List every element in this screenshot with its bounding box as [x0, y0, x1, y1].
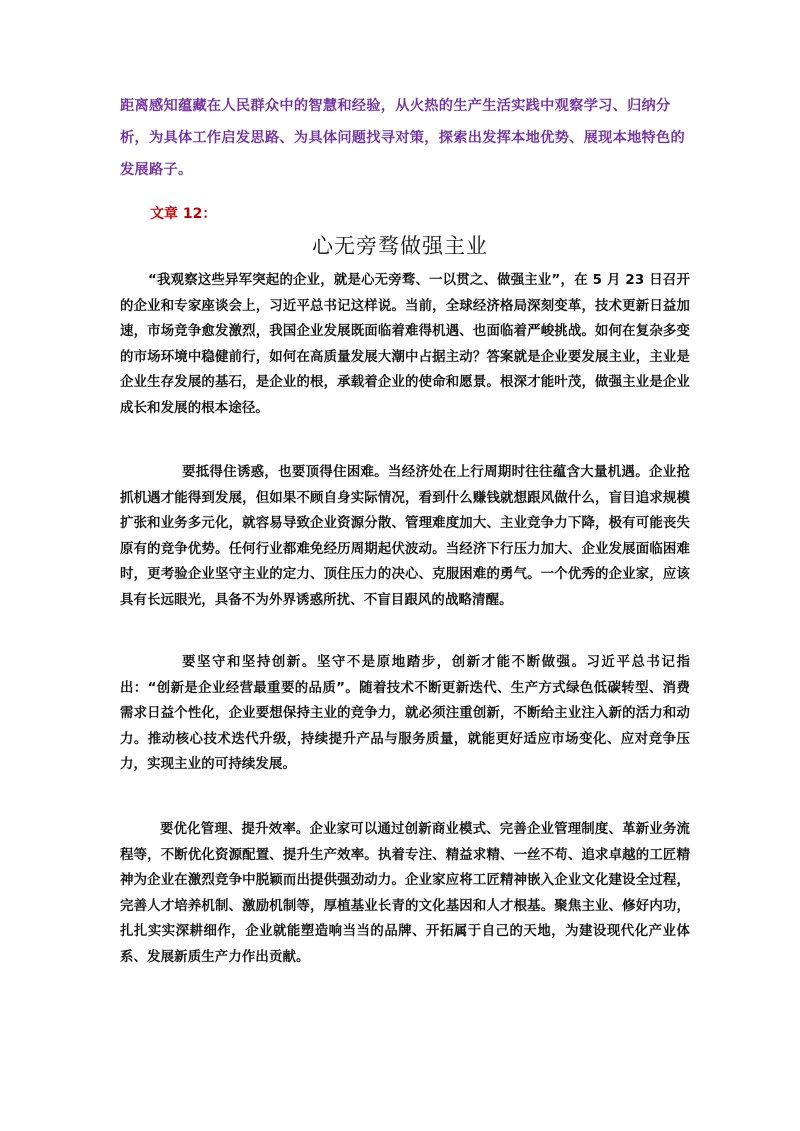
article-paragraph-4: 要优化管理、提升效率。企业家可以通过创新商业模式、完善企业管理制度、革新业务流程等，不断优化资源配置、提升生产效率。执着专注、精益求精、一丝不苟、追求卓越的工匠精神为企业在激烈竞争中脱颖而出提供强劲动力。企业家应将工匠精神嵌入企业文化建设全过程，完善人才培养机制、激励机制等，厚植基业长青的文化基因和人才根基。聚焦主业、修好内功，扎扎实实深耕细作，企业就能塑造响当当的品牌、开拓属于自己的天地，为建设现代化产业体系、发展新质生产力作出贡献。	[120, 822, 690, 965]
article-paragraph-2: 要抵得住诱惑，也要顶得住困难。当经济处在上行周期时往往蕴含大量机遇。企业抢抓机遇才能得到发展，但如果不顾自身实际情况，看到什么赚钱就想跟风做什么，盲目追求规模扩张和业务多元化，就容易导致企业资源分散、管理难度加大、主业竞争力下降，极有可能丧失原有的竞争优势。任何行业都难免经历周期起伏波动。当经济下行压力加大、企业发展面临困难时，更考验企业坚守主业的定力、顶住压力的决心、克服困难的勇气。一个优秀的企业家，应该具有长远眼光，具备不为外界诱惑所扰、不盲目跟风的战略清醒。	[120, 465, 690, 608]
article-title: 心无旁骛做强主业	[312, 234, 488, 258]
article-label: 文章 12：	[150, 206, 217, 222]
intro-paragraph: 距离感知蕴藏在人民群众中的智慧和经验，从火热的生产生活实践中观察学习、归纳分析，为具体工作启发思路、为具体问题找寻对策，探索出发挥本地优势、展现本地特色的发展路子。	[120, 98, 686, 178]
article-paragraph-3: 要坚守和坚持创新。坚守不是原地踏步，创新才能不断做强。习近平总书记指出：“创新是企业经营最重要的品质”。随着技术不断更新迭代、生产方式绿色低碳转型、消费需求日益个性化，企业要想保持主业的竞争力，就必须注重创新，不断给主业注入新的活力和动力。推动核心技术迭代升级，持续提升产品与服务质量，就能更好适应市场变化、应对竞争压力，实现主业的可持续发展。	[120, 655, 690, 772]
article-paragraph-1: “我观察这些异军突起的企业，就是心无旁骛、一以贯之、做强主业”，在 5 月 23 日召开的企业和专家座谈会上，习近平总书记这样说。当前，全球经济格局深刻变革，技术更新日益加速，市场竞争愈发激烈，我国企业发展既面临着难得机遇、也面临着严峻挑战。如何在复杂多变的市场环境中稳健前行，如何在高质量发展大潮中占据主动？答案就是企业要发展主业，主业是企业生存发展的基石，是企业的根，承载着企业的使命和愿景。根深才能叶茂，做强主业是企业成长和发展的根本途径。	[120, 273, 690, 416]
